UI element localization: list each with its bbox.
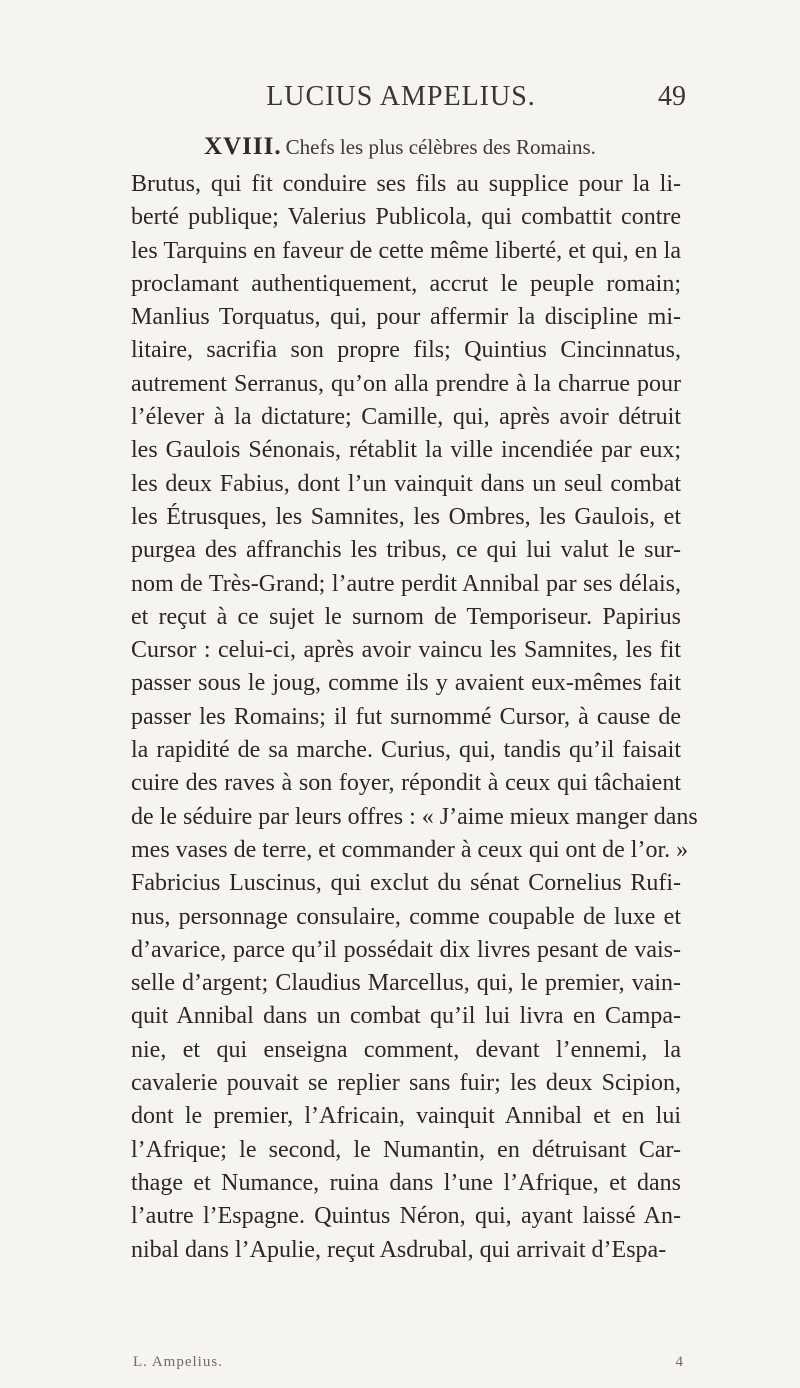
text-line: berté publique; Valerius Publicola, qui combattit contre — [131, 204, 681, 231]
text-line: purgea des affranchis les tribus, ce qui lui valut le sur- — [131, 537, 681, 564]
running-head — [236, 80, 686, 114]
text-line: proclamant authentiquement, accrut le peuple romain; — [131, 270, 681, 297]
text-line: cuire des raves à son foyer, répondit à ceux qui tâchaient — [131, 770, 681, 797]
section-number: XVIII. — [204, 133, 282, 160]
text-line: Fabricius Luscinus, qui exclut du sénat Cornelius Rufi- — [131, 870, 681, 897]
text-line: les deux Fabius, dont l’un vainquit dans un seul combat — [131, 470, 681, 497]
text-line: Manlius Torquatus, qui, pour affermir la discipline mi- — [131, 304, 681, 331]
text-line: Cursor : celui-ci, après avoir vaincu les Samnites, les fit — [131, 637, 681, 664]
text-line: l’Afrique; le second, le Numantin, en détruisant Car- — [131, 1136, 681, 1163]
text-line: nie, et qui enseigna comment, devant l’ennemi, la — [131, 1036, 681, 1063]
text-line: nus, personnage consulaire, comme coupable de luxe et — [131, 903, 681, 930]
text-line: et reçut à ce sujet le surnom de Temporiseur. Papirius — [131, 603, 681, 630]
signature-number: 4 — [675, 1354, 683, 1370]
text-line: litaire, sacrifia son propre fils; Quintius Cincinnatus, — [131, 337, 681, 364]
text-line: passer sous le joug, comme ils y avaient eux-mêmes fait — [131, 670, 681, 697]
text-line: selle d’argent; Claudius Marcellus, qui, le premier, vain- — [131, 970, 681, 997]
signature-mark: L. Ampelius. — [133, 1354, 223, 1370]
text-line: Brutus, qui fit conduire ses fils au supplice pour la li- — [131, 171, 681, 197]
text-line: l’autre l’Espagne. Quintus Néron, qui, ayant laissé An- — [131, 1203, 681, 1230]
text-line: nibal dans l’Apulie, reçut Asdrubal, qui arrivait d’Espa- — [131, 1236, 667, 1263]
text-line: l’élever à la dictature; Camille, qui, après avoir détruit — [131, 404, 681, 431]
signature-line — [133, 1350, 683, 1374]
body-text — [131, 168, 698, 1267]
text-line: dont le premier, l’Africain, vainquit Annibal et en lui — [131, 1103, 681, 1130]
text-line: thage et Numance, ruina dans l’une l’Afrique, et dans — [131, 1169, 681, 1196]
section-title: Chefs les plus célèbres des Romains. — [285, 135, 596, 159]
text-line: quit Annibal dans un combat qu’il lui livra en Campa- — [131, 1003, 681, 1030]
text-line: autrement Serranus, qu’on alla prendre à la charrue pour — [131, 370, 681, 397]
text-line: les Étrusques, les Samnites, les Ombres, les Gaulois, et — [131, 503, 681, 530]
running-title: LUCIUS AMPELIUS. — [266, 81, 536, 112]
text-line: mes vases de terre, et commander à ceux qui ont de l’or. » — [131, 836, 689, 863]
text-line: nom de Très-Grand; l’autre perdit Annibal par ses délais, — [131, 570, 681, 597]
text-line: cavalerie pouvait se replier sans fuir; les deux Scipion, — [131, 1070, 681, 1097]
text-line: les Tarquins en faveur de cette même liberté, et qui, en la — [131, 237, 681, 264]
page-number: 49 — [658, 81, 686, 112]
section-heading — [0, 130, 800, 167]
text-line: la rapidité de sa marche. Curius, qui, tandis qu’il faisait — [131, 737, 681, 764]
text-line: d’avarice, parce qu’il possédait dix livres pesant de vais- — [131, 936, 681, 963]
text-line: passer les Romains; il fut surnommé Cursor, à cause de — [131, 703, 681, 730]
text-line: de le séduire par leurs offres : « J’aime mieux manger dans — [131, 803, 698, 830]
text-line: les Gaulois Sénonais, rétablit la ville incendiée par eux; — [131, 437, 681, 464]
